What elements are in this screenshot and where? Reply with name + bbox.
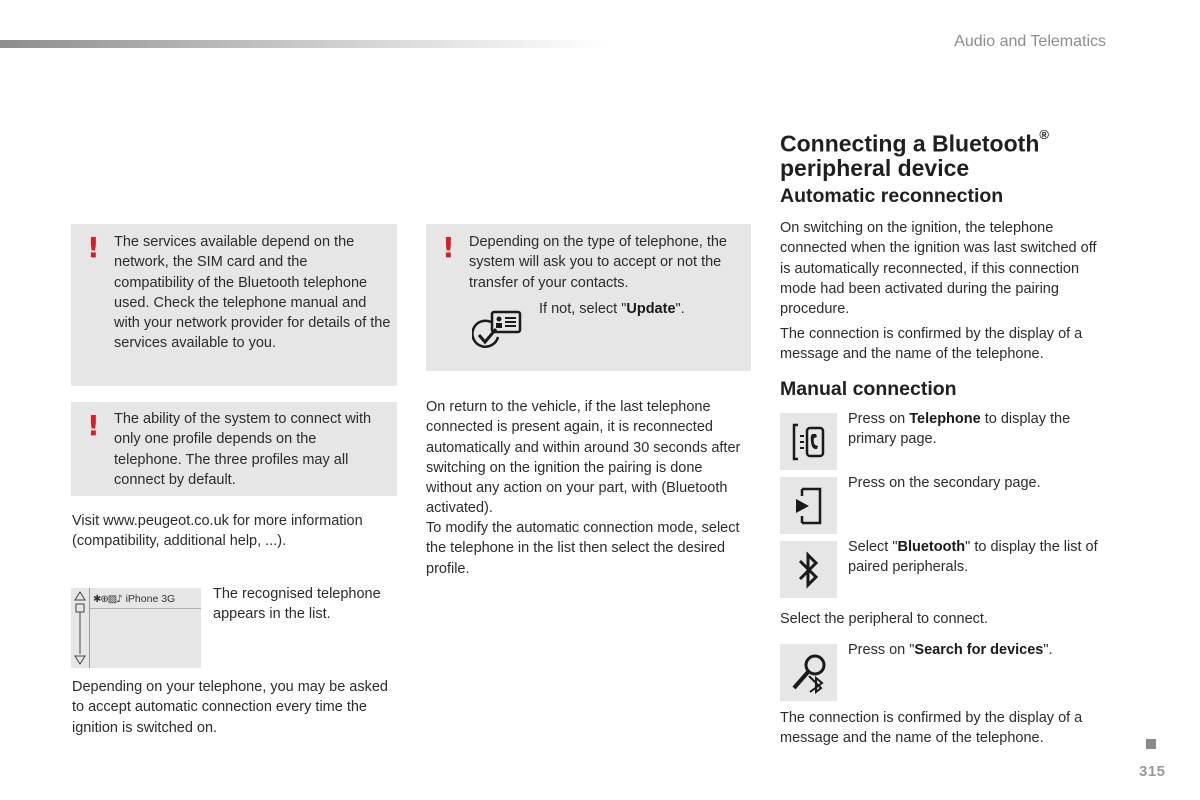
select-peripheral-text: Select the peripheral to connect. [780, 611, 988, 627]
page-marker [1146, 739, 1156, 749]
note-text: Depending on the type of telephone, the system will ask you to accept or not the transfer of your contacts. [469, 234, 727, 291]
bluetooth-icon [796, 550, 822, 590]
step-telephone-text: Press on Telephone to display the primary page. [848, 411, 1071, 448]
warning-note-profiles [71, 402, 397, 496]
secondary-page-icon [792, 486, 826, 526]
search-devices-button[interactable] [780, 644, 837, 701]
manual-connection-heading: Manual connection [780, 378, 957, 400]
if-not-text: If not, select "Update". [539, 301, 685, 317]
step-bluetooth-text: Select "Bluetooth" to display the list of paired peripherals. [848, 539, 1098, 576]
header-gradient-bar [0, 40, 610, 48]
note-text: The services available depend on the network, the SIM card and the compatibility of the Bluetooth telephone used. Check the telephone manual and with your network provider for details of the services available to you. [114, 234, 391, 352]
warning-note-services [71, 224, 397, 386]
phone-list-screen [71, 588, 201, 668]
manual-confirmation-text: The connection is confirmed by the display of a message and the name of the telephone. [780, 710, 1083, 747]
warning-icon: ! [87, 231, 100, 264]
telephone-button[interactable] [780, 413, 837, 470]
scroll-arrows-icon [71, 588, 89, 668]
search-devices-icon [789, 652, 829, 694]
telephone-label: Telephone [909, 411, 981, 427]
warning-icon: ! [442, 231, 455, 264]
auto-reconnection-text: On switching on the ignition, the telephone connected when the ignition was last switched off is automatically reconnected, if this connection mode had been activated during the pairing procedure. [780, 220, 1097, 318]
warning-icon: ! [87, 409, 100, 442]
warning-note-contacts [426, 224, 751, 371]
step-search-devices-text: Press on "Search for devices". [848, 642, 1053, 658]
visit-website-text: Visit www.peugeot.co.uk for more information (compatibility, additional help, ...). [72, 513, 363, 550]
section-header: Audio and Telematics [954, 33, 1106, 50]
secondary-page-button[interactable] [780, 477, 837, 534]
automatic-connection-text: Depending on your telephone, you may be asked to accept automatic connection every time the ignition is switched on. [72, 679, 388, 736]
contacts-update-icon [472, 308, 524, 354]
page-number: 315 [1139, 763, 1166, 780]
auto-confirmation-text: The connection is confirmed by the display of a message and the name of the telephone. [780, 326, 1083, 363]
modify-connection-text: To modify the automatic connection mode, select the telephone in the list then select the desired profile. [426, 520, 740, 577]
step-secondary-page-text: Press on the secondary page. [848, 475, 1041, 491]
return-to-vehicle-text: On return to the vehicle, if the last telephone connected is present again, it is reconnected automatically and within around 30 seconds after switching on the ignition the pairing is done without any action on your part, with (Bluetooth activated). [426, 399, 741, 517]
list-item[interactable] [90, 591, 201, 609]
note-text: The ability of the system to connect with only one profile depends on the telephone. The three profiles may all connect by default. [114, 411, 372, 488]
bluetooth-label: Bluetooth [897, 539, 966, 555]
page-title: Connecting a Bluetooth® peripheral device [780, 127, 1049, 181]
update-label: Update [626, 301, 676, 317]
list-scrollbar [71, 588, 90, 668]
bluetooth-button[interactable] [780, 541, 837, 598]
device-status-icons: ✱⊕▨♪ [93, 594, 122, 605]
telephone-icon [791, 422, 827, 462]
recognised-telephone-text: The recognised telephone appears in the list. [213, 586, 381, 623]
device-name: iPhone 3G [125, 593, 176, 605]
search-devices-label: Search for devices [914, 642, 1044, 658]
automatic-reconnection-heading: Automatic reconnection [780, 185, 1004, 207]
